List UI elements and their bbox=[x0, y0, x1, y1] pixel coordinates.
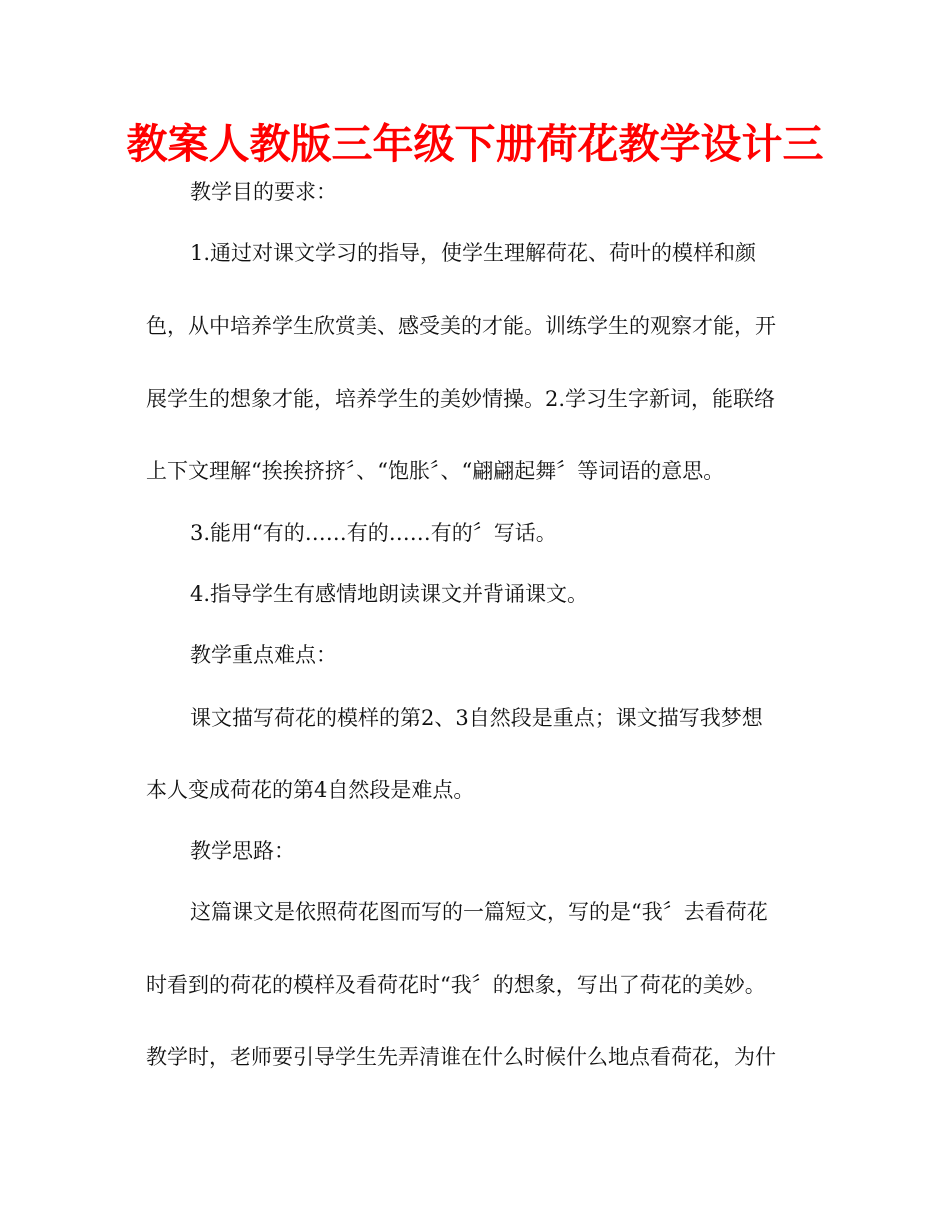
paragraph-line: 展学生的想象才能，培养学生的美妙情操。2.学习生字新词，能联络 bbox=[146, 387, 776, 411]
heading-key-points: 教学重点难点： bbox=[190, 643, 337, 667]
paragraph-line: 色，从中培养学生欣赏美、感受美的才能。训练学生的观察才能，开 bbox=[146, 314, 776, 338]
paragraph-line: 4.指导学生有感情地朗读课文并背诵课文。 bbox=[190, 582, 589, 606]
heading-objectives: 教学目的要求： bbox=[190, 180, 337, 204]
paragraph-line: 这篇课文是依照荷花图而写的一篇短文，写的是“我〞去看荷花 bbox=[190, 900, 768, 924]
heading-teaching-approach: 教学思路： bbox=[190, 839, 295, 863]
paragraph-line: 3.能用“有的……有的……有的〞写话。 bbox=[190, 521, 557, 545]
paragraph-line: 时看到的荷花的模样及看荷花时“我〞的想象，写出了荷花的美妙。 bbox=[146, 973, 766, 997]
paragraph-line: 教学时，老师要引导学生先弄清谁在什么时候什么地点看荷花，为什 bbox=[146, 1045, 776, 1069]
paragraph-line: 上下文理解“挨挨挤挤〞、“饱胀〞、“翩翩起舞〞等词语的意思。 bbox=[146, 459, 725, 483]
paragraph-line: 课文描写荷花的模样的第2、3自然段是重点；课文描写我梦想 bbox=[190, 706, 763, 730]
paragraph-line: 1.通过对课文学习的指导，使学生理解荷花、荷叶的模样和颜 bbox=[190, 241, 757, 265]
paragraph-line: 本人变成荷花的第4自然段是难点。 bbox=[146, 778, 475, 802]
document-title: 教案人教版三年级下册荷花教学设计三 bbox=[126, 120, 824, 168]
